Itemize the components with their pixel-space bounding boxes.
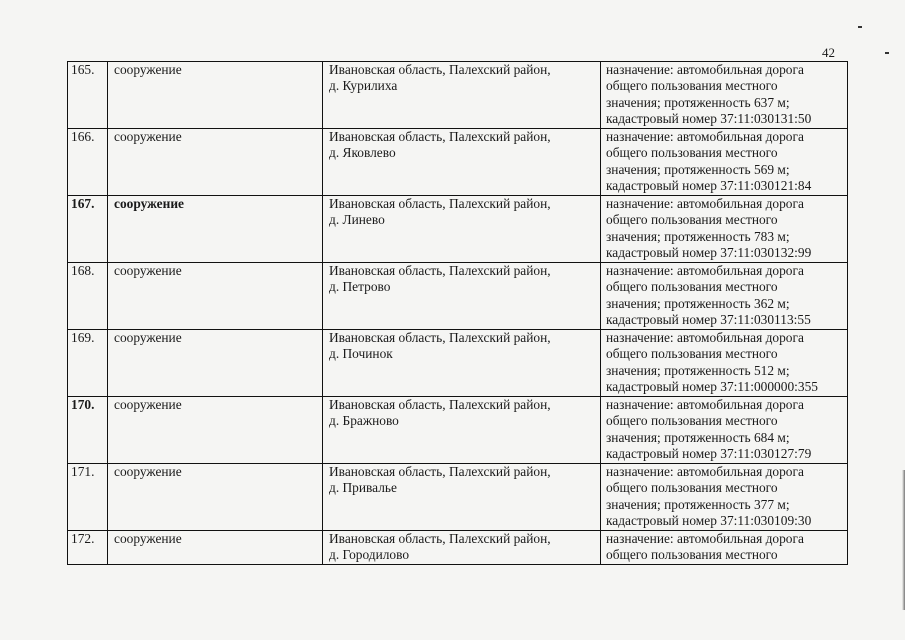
table-row [68, 196, 848, 263]
object-description: назначение: автомобильная дорога общего пользования местного [601, 531, 848, 565]
row-number: 168. [68, 263, 108, 330]
row-number: 165. [68, 62, 108, 129]
object-address: Ивановская область, Палехский район, д. Бражново [323, 397, 601, 464]
object-type: сооружение [108, 330, 323, 397]
object-description: назначение: автомобильная дорога общего пользования местного значения; протяженность 783 м; кадастровый номер 37:11:030132:99 [601, 196, 848, 263]
object-type: сооружение [108, 263, 323, 330]
object-type: сооружение [108, 62, 323, 129]
object-description: назначение: автомобильная дорога общего пользования местного значения; протяженность 362 м; кадастровый номер 37:11:030113:55 [601, 263, 848, 330]
page-number: 42 [822, 45, 835, 60]
object-address: Ивановская область, Палехский район, д. Петрово [323, 263, 601, 330]
row-number: 166. [68, 129, 108, 196]
object-description: назначение: автомобильная дорога общего пользования местного значения; протяженность 684 м; кадастровый номер 37:11:030127:79 [601, 397, 848, 464]
scan-mark [885, 52, 889, 54]
object-type: сооружение [108, 196, 323, 263]
object-description: назначение: автомобильная дорога общего пользования местного значения; протяженность 512 м; кадастровый номер 37:11:000000:355 [601, 330, 848, 397]
table-row [68, 62, 848, 129]
table-row [68, 129, 848, 196]
object-description: назначение: автомобильная дорога общего пользования местного значения; протяженность 637 м; кадастровый номер 37:11:030131:50 [601, 62, 848, 129]
row-number: 172. [68, 531, 108, 565]
object-address: Ивановская область, Палехский район, д. Яковлево [323, 129, 601, 196]
object-address: Ивановская область, Палехский район, д. Починок [323, 330, 601, 397]
object-type: сооружение [108, 464, 323, 531]
object-address: Ивановская область, Палехский район, д. Привалье [323, 464, 601, 531]
row-number: 170. [68, 397, 108, 464]
object-type: сооружение [108, 531, 323, 565]
table-row [68, 263, 848, 330]
table-row [68, 464, 848, 531]
property-registry-table [67, 61, 848, 565]
table-row [68, 330, 848, 397]
object-description: назначение: автомобильная дорога общего пользования местного значения; протяженность 377 м; кадастровый номер 37:11:030109:30 [601, 464, 848, 531]
object-address: Ивановская область, Палехский район, д. Городилово [323, 531, 601, 565]
object-address: Ивановская область, Палехский район, д. Линево [323, 196, 601, 263]
object-type: сооружение [108, 397, 323, 464]
object-address: Ивановская область, Палехский район, д. Курилиха [323, 62, 601, 129]
table-row [68, 531, 848, 565]
row-number: 167. [68, 196, 108, 263]
table-row [68, 397, 848, 464]
row-number: 171. [68, 464, 108, 531]
scan-mark [858, 26, 862, 28]
object-type: сооружение [108, 129, 323, 196]
object-description: назначение: автомобильная дорога общего пользования местного значения; протяженность 569 м; кадастровый номер 37:11:030121:84 [601, 129, 848, 196]
row-number: 169. [68, 330, 108, 397]
